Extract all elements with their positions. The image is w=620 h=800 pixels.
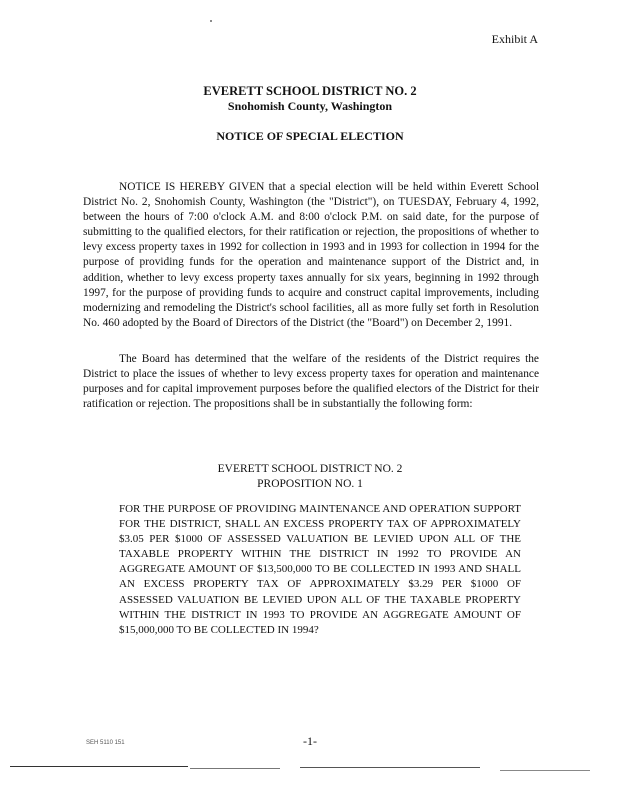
notice-paragraph: NOTICE IS HEREBY GIVEN that a special election will be held within Everett School District No. 2, Snohomish County, Washington (the "District"), on TUESDAY, February 4, 1992, between the hours of 7:00 o'clock A.M. and 8:00 o'clock P.M. on said date, for the purpose of submitting to the qualified electors, for their ratification or rejection, the propositions of whether to levy excess property taxes in 1992 for collection in 1993 and in 1993 for collection in 1994 for the purpose of providing funds for the operation and maintenance support of the District and, in addition, whether to levy excess property taxes annually for six years, beginning in 1992 through 1997, for the purpose of providing funds to acquire and construct capital improvements, including modernizing and remodeling the District's school facilities, all as more fully set forth in Resolution No. 460 adopted by the Board of Directors of the District (the "Board") on December 2, 1991.: [83, 181, 539, 329]
scan-artifact-line: [190, 768, 280, 769]
exhibit-label: Exhibit A: [491, 32, 538, 46]
document-header: [0, 84, 620, 144]
footer-code: SEH 5110 151: [86, 740, 125, 746]
scan-artifact-line: [500, 770, 590, 771]
proposition-header: [0, 462, 620, 492]
page-number: -1-: [303, 734, 317, 748]
proposition-number: PROPOSITION NO. 1: [257, 478, 363, 490]
county-name: Snohomish County, Washington: [227, 99, 393, 113]
proposition-district: EVERETT SCHOOL DISTRICT NO. 2: [217, 463, 403, 475]
notice-title: NOTICE OF SPECIAL ELECTION: [216, 129, 404, 143]
board-determination-paragraph: The Board has determined that the welfare of the residents of the District requires the District to place the issues of whether to levy excess property taxes for operation and maintenance purposes and for capital improvement purposes before the qualified electors of the District for their ratification or rejection. The propositions shall be in substantially the following form:: [83, 353, 539, 411]
scan-artifact-line: [300, 767, 480, 768]
district-name: EVERETT SCHOOL DISTRICT NO. 2: [203, 84, 417, 98]
scan-artifact-line: [10, 766, 188, 767]
scan-speck: [210, 20, 212, 22]
proposition-text: FOR THE PURPOSE OF PROVIDING MAINTENANCE AND OPERATION SUPPORT FOR THE DISTRICT, SHALL AN EXCESS PROPERTY TAX OF APPROXIMATELY $3.05 PER $1000 OF ASSESSED VALUATION BE LEVIED UPON ALL OF THE TAXABLE PROPERTY WITHIN THE DISTRICT IN 1992 TO PROVIDE AN AGGREGATE AMOUNT OF $13,500,000 TO BE COLLECTED IN 1993 AND SHALL AN EXCESS PROPERTY TAX OF APPROXIMATELY $3.29 PER $1000 OF ASSESSED VALUATION BE LEVIED UPON ALL OF THE TAXABLE PROPERTY WITHIN THE DISTRICT IN 1993 TO PROVIDE AN AGGREGATE AMOUNT OF $15,000,000 TO BE COLLECTED IN 1994?: [119, 503, 521, 636]
